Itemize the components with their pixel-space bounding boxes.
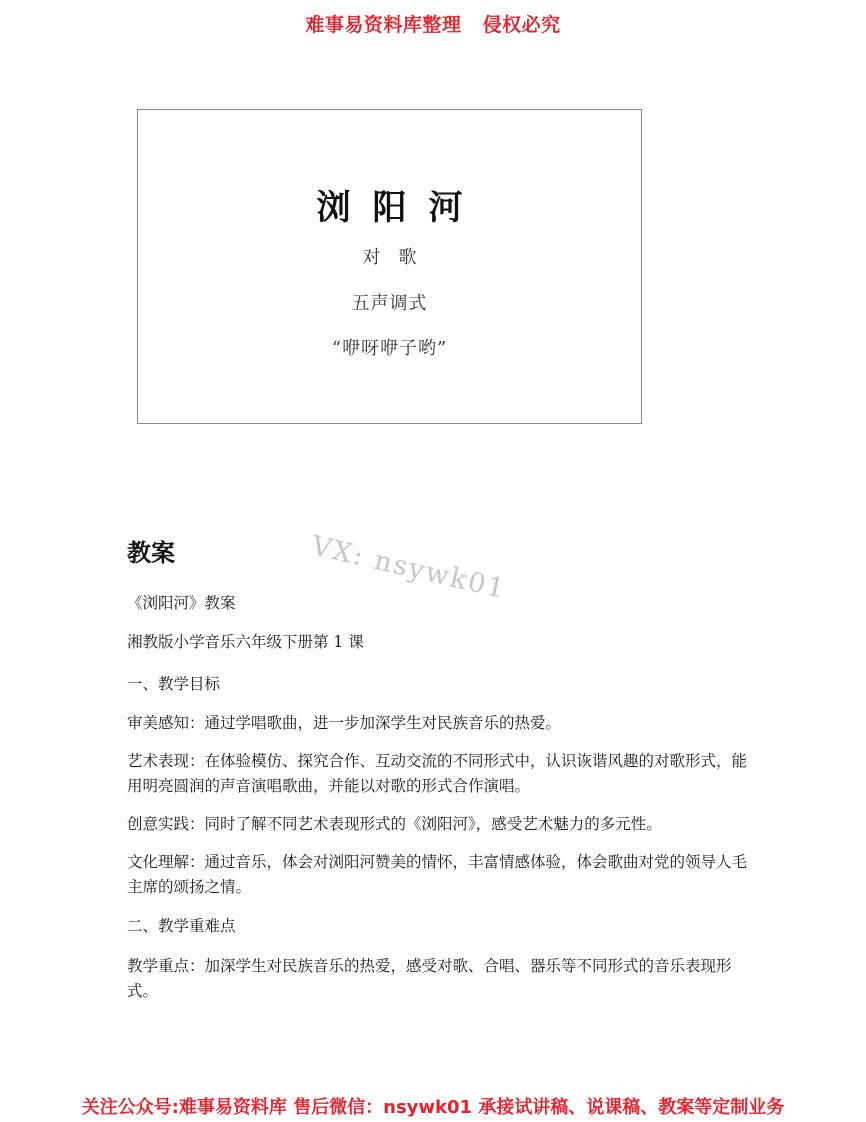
goal-artistic: 艺术表现：在体验模仿、探究合作、互动交流的不同形式中，认识诙谐风趣的对歌形式，能用明亮圆润的声音演唱歌曲，并能以对歌的形式合作演唱。 [127, 752, 748, 795]
cover-lyric: “咿呀咿子哟” [331, 338, 448, 359]
document-heading: 教案 [127, 539, 175, 567]
key-point: 教学重点：加深学生对民族音乐的热爱，感受对歌、合唱、器乐等不同形式的音乐表现形式。 [127, 957, 732, 1000]
section-heading-goals: 一、教学目标 [127, 675, 221, 693]
section-heading-keypoints: 二、教学重难点 [127, 917, 236, 935]
header-banner: 难事易资料库整理 侵权必究 [305, 14, 561, 36]
goal-aesthetic: 审美感知：通过学唱歌曲，进一步加深学生对民族音乐的热爱。 [127, 714, 562, 732]
watermark: VX: nsywk01 [308, 530, 510, 606]
goal-cultural: 文化理解：通过音乐，体会对浏阳河赞美的情怀，丰富情感体验，体会歌曲对党的领导人毛主席的颂扬之情。 [127, 853, 748, 896]
footer-banner: 关注公众号:难事易资料库 售后微信：nsywk01 承接试讲稿、说课稿、教案等定制业务 [81, 1097, 785, 1118]
cover-mode: 五声调式 [351, 293, 428, 314]
lesson-title: 《浏阳河》教案 [127, 594, 236, 612]
song-title: 浏阳河 [316, 188, 485, 228]
goal-creative: 创意实践：同时了解不同艺术表现形式的《浏阳河》，感受艺术魅力的多元性。 [127, 815, 662, 833]
cover-box [137, 109, 642, 424]
lesson-source: 湘教版小学音乐六年级下册第 1 课 [127, 633, 364, 651]
cover-form: 对歌 [362, 247, 435, 268]
